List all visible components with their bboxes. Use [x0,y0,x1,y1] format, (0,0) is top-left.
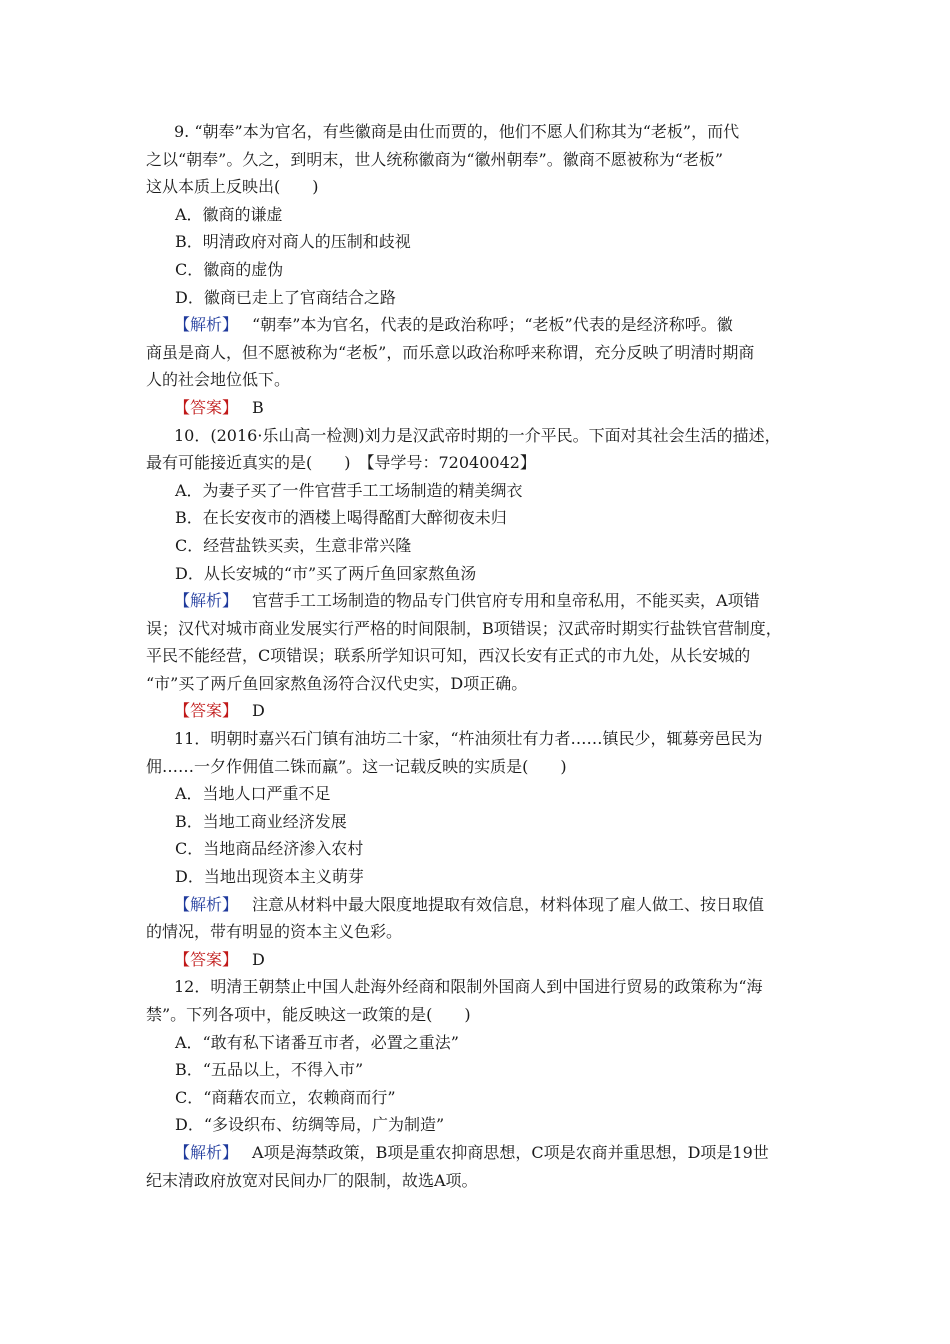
question-stem-line: 禁”。下列各项中，能反映这一政策的是( ) [146,1005,471,1024]
option-c: C．当地商品经济渗入农村 [175,839,364,859]
analysis-text: 注意从材料中最大限度地提取有效信息，材料体现了雇人做工、按日取值 [252,894,765,914]
answer-label: 【答案】 [174,701,239,721]
answer-line [146,697,822,725]
question-10 [146,422,822,726]
answer-line [146,394,822,422]
option-d: D．“多设织布、纺绸等局，广为制造” [175,1115,445,1135]
analysis-text: A项是海禁政策，B项是重农抑商思想，C项是农商并重思想，D项是19世 [252,1142,769,1162]
option-d: D．徽商已走上了官商结合之路 [175,287,396,307]
analysis-line: 误；汉代对城市商业发展实行严格的时间限制，B项错误；汉武帝时期实行盐铁官营制度， [146,618,782,638]
option-d: D．从长安城的“市”买了两斤鱼回家熬鱼汤 [175,563,477,583]
answer-value: D [252,701,265,721]
question-stem-line: 11．明朝时嘉兴石门镇有油坊二十家，“杵油须壮有力者……镇民少，辄募旁邑民为 [174,729,763,749]
option-c: C．“商藉农而立，农赖商而行” [175,1087,396,1107]
answer-value: D [252,949,265,969]
analysis-line: 纪末清政府放宽对民间办厂的限制，故选A项。 [146,1170,478,1190]
answer-value: B [252,397,264,417]
analysis-line: 的情况，带有明显的资本主义色彩。 [146,922,403,942]
analysis-line: “市”买了两斤鱼回家熬鱼汤符合汉代史实，D项正确。 [146,673,528,693]
analysis-text: “朝奉”本为官名，代表的是政治称呼；“老板”代表的是经济称呼。徽 [252,315,733,335]
answer-line [146,946,822,974]
option-b: B．明清政府对商人的压制和歧视 [175,232,411,252]
analysis-line: 商虽是商人，但不愿被称为“老板”，而乐意以政治称呼来称谓，充分反映了明清时期商 [146,342,755,362]
analysis-label: 【解析】 [174,894,239,914]
option-b: B．“五品以上，不得入市” [175,1060,364,1080]
analysis-line: 人的社会地位低下。 [146,370,291,390]
question-stem-line: 之以“朝奉”。久之，到明末，世人统称徽商为“徽州朝奉”。徽商不愿被称为“老板” [146,149,724,169]
question-stem-line: 最有可能接近真实的是( ) 【导学号：72040042】 [146,453,536,473]
analysis-line [146,1139,822,1167]
document-page [146,118,822,1194]
option-a: A．当地人口严重不足 [175,784,331,804]
answer-label: 【答案】 [174,397,239,417]
option-a: A．徽商的谦虚 [175,204,283,224]
analysis-text: 官营手工工场制造的物品专门供官府专用和皇帝私用，不能买卖，A项错 [252,591,760,611]
analysis-line [146,891,822,919]
analysis-label: 【解析】 [174,591,239,611]
analysis-line [146,587,822,615]
question-stem-line: 10．(2016·乐山高一检测)刘力是汉武帝时期的一介平民。下面对其社会生活的描述， [174,425,781,445]
question-11 [146,725,822,973]
option-b: B．在长安夜市的酒楼上喝得酩酊大醉彻夜未归 [175,508,507,528]
answer-label: 【答案】 [174,949,239,969]
question-stem-line: 12．明清王朝禁止中国人赴海外经商和限制外国商人到中国进行贸易的政策称为“海 [174,977,763,997]
analysis-line [146,311,822,339]
option-c: C．经营盐铁买卖，生意非常兴隆 [175,535,412,555]
question-12 [146,973,822,1194]
question-9 [146,118,822,422]
option-b: B．当地工商业经济发展 [175,811,347,831]
question-stem-line: 9. “朝奉”本为官名，有些徽商是由仕而贾的，他们不愿人们称其为“老板”，而代 [174,122,740,141]
option-d: D．当地出现资本主义萌芽 [175,867,364,887]
analysis-label: 【解析】 [174,315,239,335]
option-a: A．“敢有私下诸番互市者，必置之重法” [175,1032,459,1052]
option-c: C．徽商的虚伪 [175,259,284,279]
analysis-label: 【解析】 [174,1142,239,1162]
analysis-line: 平民不能经营，C项错误；联系所学知识可知，西汉长安有正式的市九处，从长安城的 [146,646,751,666]
option-a: A．为妻子买了一件官营手工工场制造的精美绸衣 [175,480,523,500]
question-stem-line: 佣……一夕作佣值二铢而羸”。这一记载反映的实质是( ) [146,756,567,776]
question-stem-line: 这从本质上反映出( ) [146,177,319,197]
